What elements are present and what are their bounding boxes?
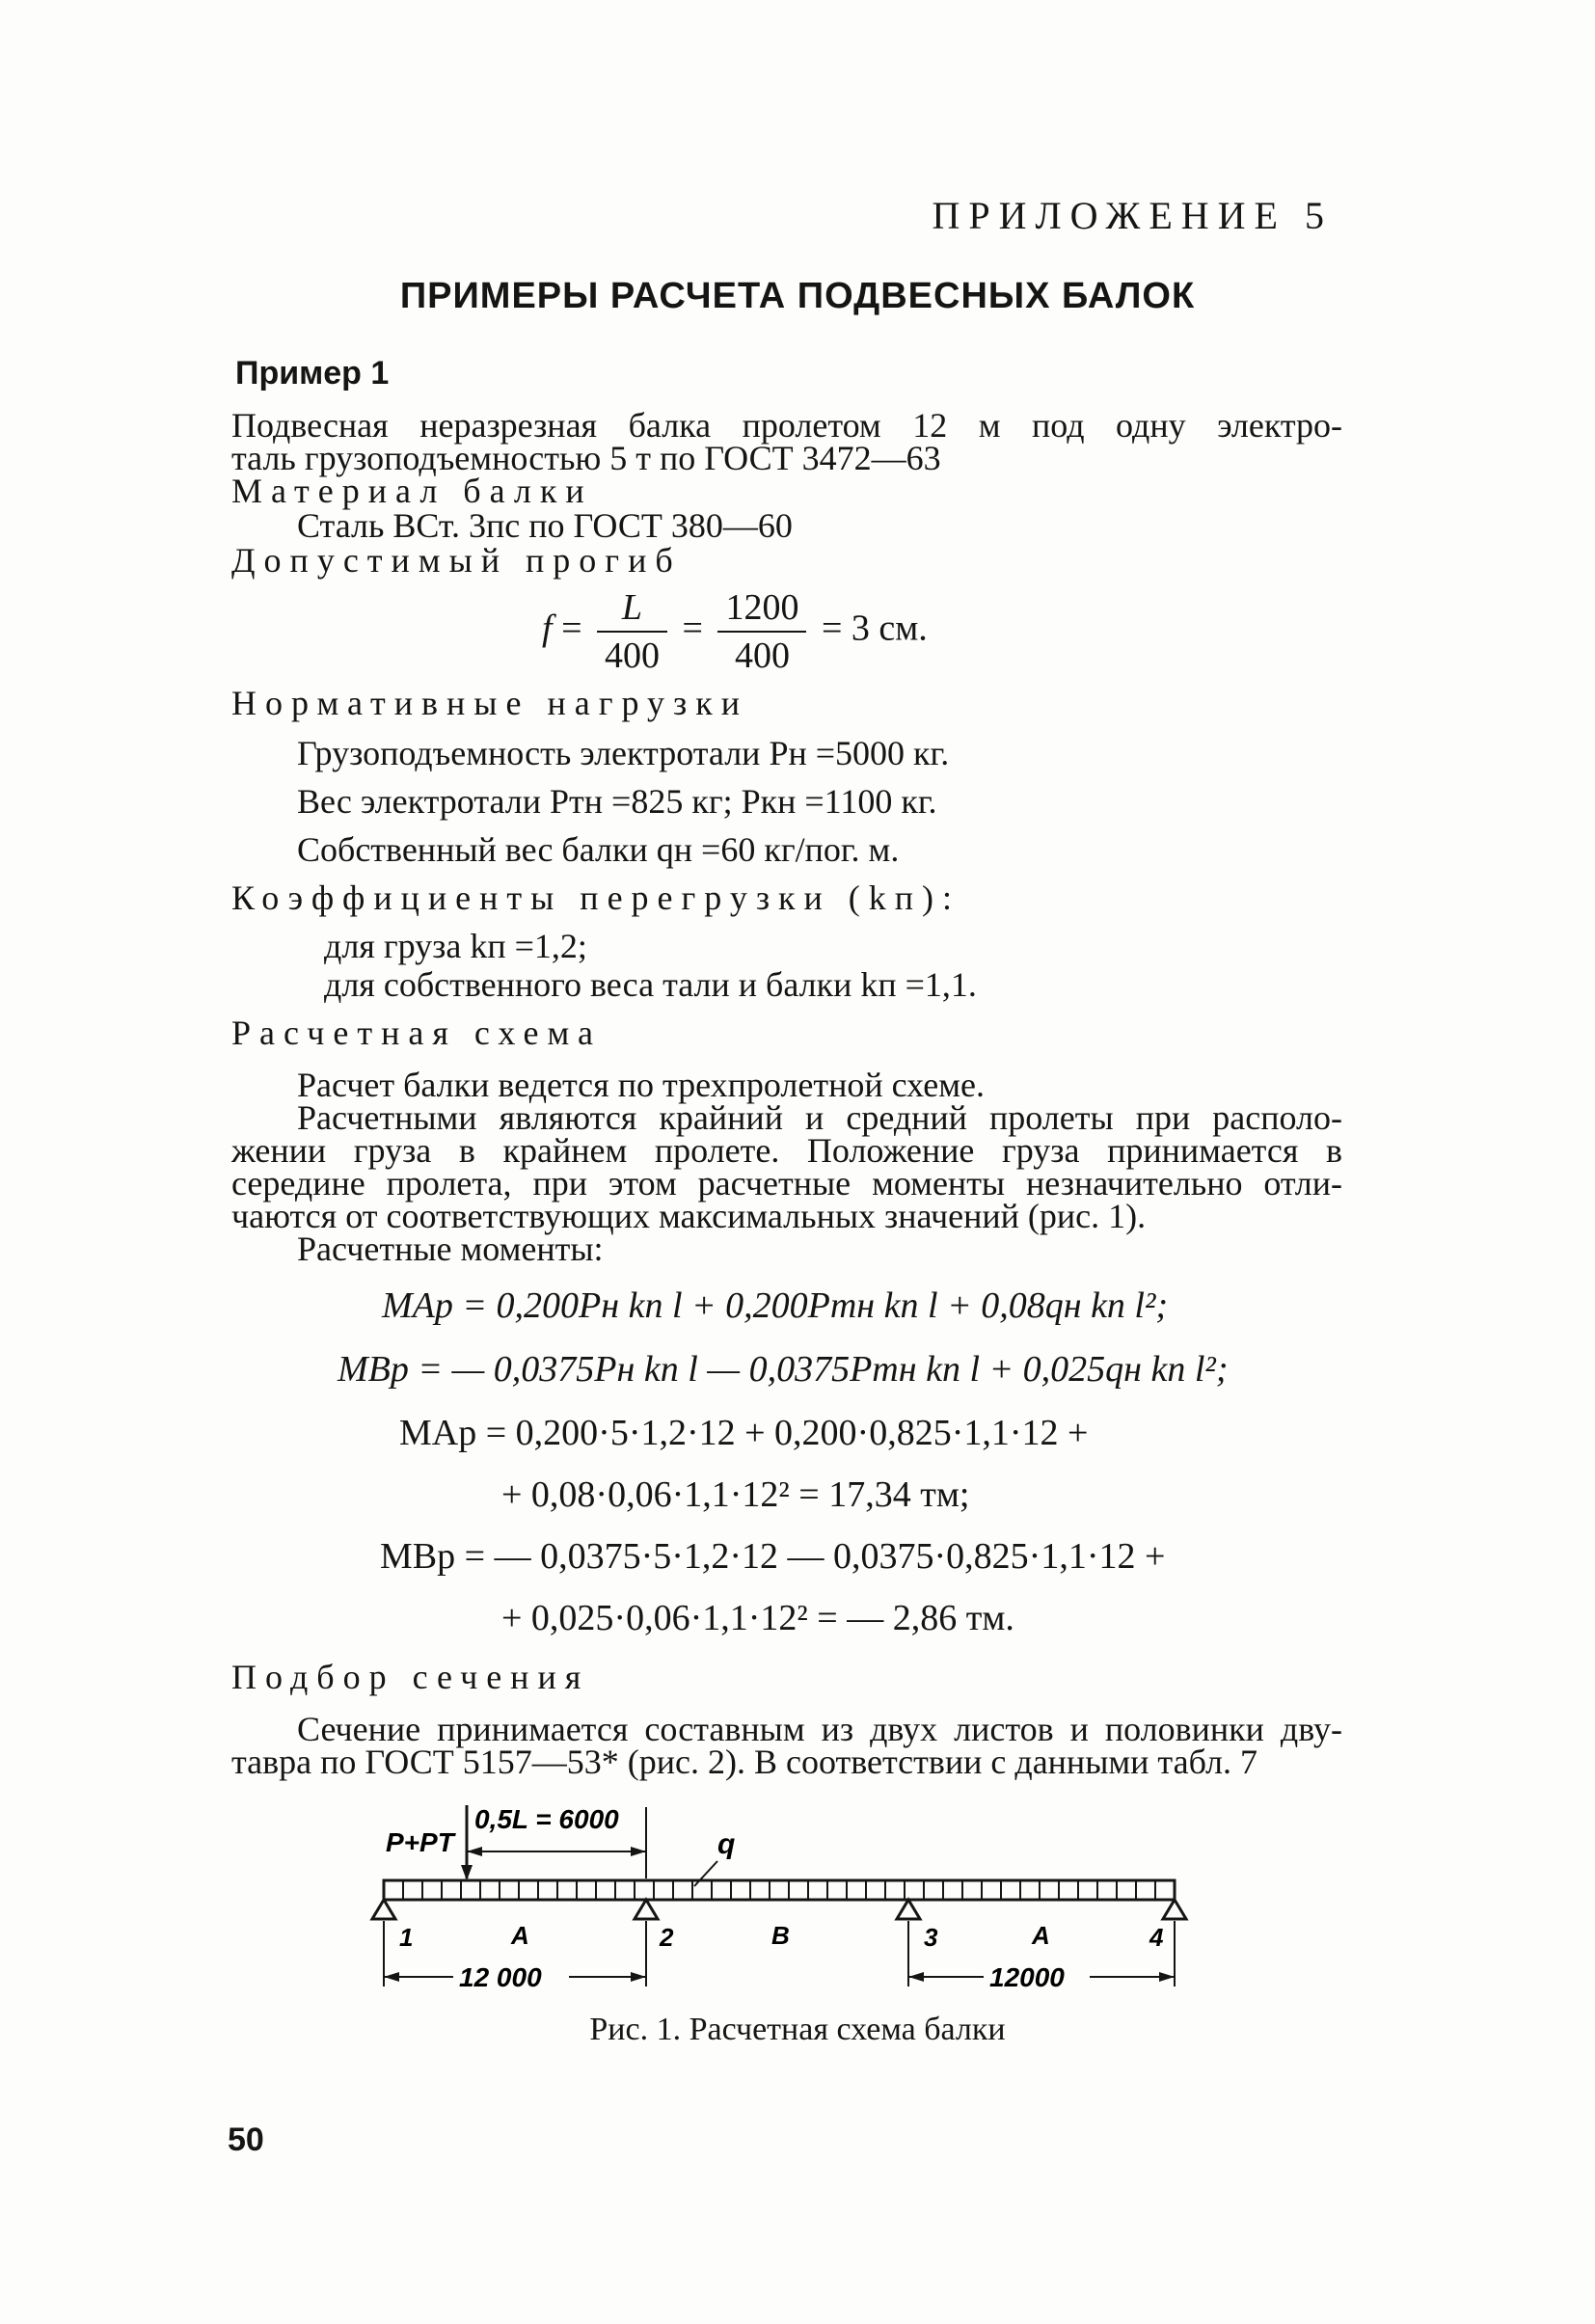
page-number: 50 [228, 2121, 264, 2158]
figure-caption: Рис. 1. Расчетная схема балки [589, 2012, 1006, 2047]
formula-f: f [542, 608, 553, 649]
fraction-2-numerator: 1200 [717, 584, 806, 633]
moment-calc-a-line-2: + 0,08·0,06·1,1·12² = 17,34 тм; [501, 1474, 970, 1515]
dim-top-label: 0,5L = 6000 [474, 1804, 619, 1834]
intro-line-1: Подвесная неразрезная балка пролетом 12 м под одну электро- [231, 406, 1342, 445]
appendix-label: ПРИЛОЖЕНИЕ 5 [932, 194, 1333, 237]
scheme-heading: Расчетная схема [231, 1013, 602, 1052]
span-a1-label: A [511, 1921, 529, 1950]
intro-line-2: таль грузоподъемностью 5 т по ГОСТ 3472—63 [231, 439, 941, 477]
formula-eq-2: = [682, 608, 703, 649]
span-a2-label: A [1032, 1921, 1050, 1950]
q-label: q [717, 1828, 736, 1860]
fraction-2 [717, 584, 806, 679]
dim-right-arrow-right [1159, 1972, 1175, 1982]
beam-scheme-figure [347, 1794, 1196, 2006]
support-2-label: 2 [660, 1923, 674, 1952]
loads-line-2: Вес электротали Pтн =825 кг; Pкн =1100 кг. [297, 782, 937, 821]
load-label: P+PT [386, 1827, 454, 1857]
deflection-formula [542, 584, 928, 679]
moment-calc-b-line-2: + 0,025·0,06·1,1·12² = — 2,86 тм. [501, 1598, 1014, 1638]
page-title: ПРИМЕРЫ РАСЧЕТА ПОДВЕСНЫХ БАЛОК [399, 276, 1196, 316]
scheme-paragraph-2-line-2: жении груза в крайнем пролете. Положение груза принимается в [231, 1131, 1342, 1170]
support-3-label: 3 [924, 1923, 938, 1952]
fraction-1-denominator: 400 [605, 635, 660, 676]
dim-left-label: 12 000 [459, 1962, 542, 1992]
beam-body [384, 1880, 1175, 1900]
fraction-2-denominator: 400 [734, 635, 790, 676]
section-line-1: Сечение принимается составным из двух листов и половинки дву- [297, 1710, 1342, 1748]
support-3-icon [897, 1900, 920, 1919]
dim-right-arrow-left [908, 1972, 924, 1982]
moment-calc-b-line-1: MBр = — 0,0375·5·1,2·12 — 0,0375·0,825·1,1·12 + [380, 1536, 1166, 1577]
load-arrow-head [461, 1865, 473, 1880]
formula-eq-1: = [561, 608, 582, 649]
dim-top-arrow-right [631, 1847, 646, 1856]
moment-formula-a: MAр = 0,200Pн kп l + 0,200Pтн kп l + 0,08qн kп l²; [382, 1285, 1169, 1326]
dim-left-arrow-right [631, 1972, 646, 1982]
support-4-label: 4 [1149, 1923, 1164, 1952]
beam-scheme-svg [347, 1794, 1196, 2006]
overload-heading: Коэффициенты перегрузки (kп): [231, 878, 961, 917]
section-heading: Подбор сечения [231, 1658, 590, 1696]
support-1-label: 1 [399, 1923, 414, 1952]
dim-top-arrow-left [467, 1847, 482, 1856]
support-2-icon [635, 1900, 658, 1919]
material-text: Сталь ВСт. 3пс по ГОСТ 380—60 [297, 506, 793, 545]
q-leader-line [694, 1861, 717, 1886]
fraction-1 [597, 584, 667, 679]
overload-line-2: для собственного веса тали и балки kп =1,1. [324, 965, 977, 1004]
scheme-paragraph-3: Расчетные моменты: [297, 1230, 604, 1268]
loads-line-3: Собственный вес балки qн =60 кг/пог. м. [297, 830, 900, 869]
scheme-paragraph-1: Расчет балки ведется по трехпролетной схеме. [297, 1066, 985, 1104]
dim-left-arrow-left [384, 1972, 399, 1982]
fraction-1-numerator: L [597, 584, 667, 633]
overload-line-1: для груза kп =1,2; [324, 927, 587, 965]
dim-right-label: 12000 [989, 1962, 1065, 1992]
formula-result: = 3 см. [821, 608, 928, 649]
distributed-load-hatch [403, 1880, 1155, 1900]
support-1-icon [372, 1900, 395, 1919]
support-4-icon [1163, 1900, 1186, 1919]
scheme-paragraph-2-line-3: середине пролета, при этом расчетные моменты незначительно отли- [231, 1164, 1342, 1203]
section-line-2: тавра по ГОСТ 5157—53* (рис. 2). В соответствии с данными табл. 7 [231, 1743, 1257, 1781]
scheme-paragraph-2-line-1: Расчетными являются крайний и средний пролеты при располо- [297, 1098, 1342, 1137]
deflection-heading: Допустимый прогиб [231, 541, 682, 580]
material-heading: Материал балки [231, 472, 593, 510]
loads-heading: Нормативные нагрузки [231, 684, 748, 722]
moment-calc-a-line-1: MAр = 0,200·5·1,2·12 + 0,200·0,825·1,1·12 + [399, 1413, 1089, 1453]
scheme-paragraph-2-line-4: чаются от соответствующих максимальных значений (рис. 1). [231, 1197, 1147, 1235]
span-b-label: B [771, 1921, 790, 1950]
moment-formula-b: MBр = — 0,0375Pн kп l — 0,0375Pтн kп l + 0,025qн kп l²; [338, 1349, 1229, 1390]
loads-line-1: Грузоподъемность электротали Pн =5000 кг. [297, 734, 950, 772]
example-heading: Пример 1 [235, 355, 390, 392]
